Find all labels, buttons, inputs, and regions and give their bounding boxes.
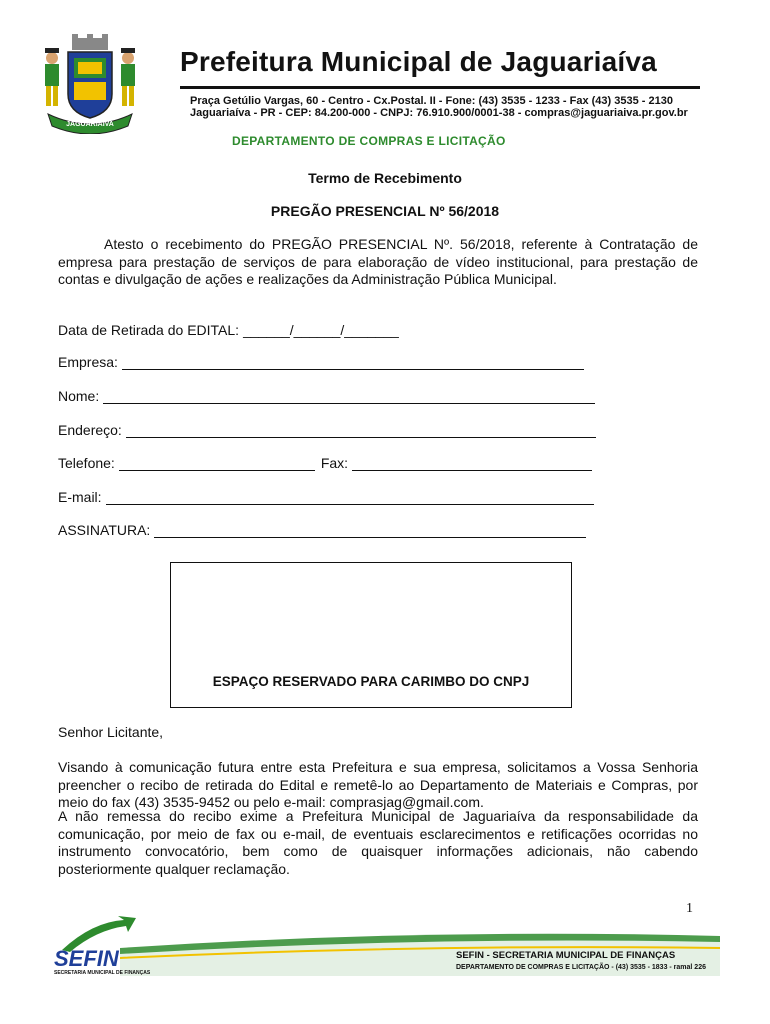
- signature-field: [58, 522, 586, 538]
- phone-blank-line: [119, 456, 315, 471]
- municipal-crest-icon: [34, 34, 146, 134]
- company-field: [58, 354, 584, 370]
- name-label: Nome:: [58, 388, 100, 404]
- document-subtitle: PREGÃO PRESENCIAL Nº 56/2018: [270, 203, 500, 219]
- fax-blank-line: [352, 456, 592, 471]
- phone-label: Telefone:: [58, 455, 115, 471]
- address-blank-line: [126, 423, 596, 438]
- withdrawal-date-blanks: ______/______/_______: [243, 322, 399, 338]
- intro-paragraph: Atesto o recebimento do PREGÃO PRESENCIAL Nº. 56/2018, referente à Contratação de empresa para prestação de serviços de para elaboração de vídeo institucional, para prestação de contas e divulgação de ações e realizações da Administração Pública Municipal.: [58, 236, 698, 287]
- email-blank-line: [106, 490, 594, 505]
- fax-label: Fax:: [320, 455, 349, 471]
- document-title: Termo de Recebimento: [308, 170, 462, 186]
- email-label: E-mail:: [58, 489, 102, 505]
- sefin-logo-subtext: SECRETARIA MUNICIPAL DE FINANÇAS: [54, 970, 151, 976]
- crest-ribbon-text: JAGUARIAIVA: [66, 121, 114, 128]
- company-label: Empresa:: [58, 354, 118, 370]
- instructions-paragraph: Visando à comunicação futura entre esta Prefeitura e sua empresa, solicitamos a Vossa Senhoria preencher o recibo de retirada do Edital e remetê-lo ao Departamento de Materiais e Compras, por meio do fax (43) 3535-9452 ou pelo e-mail: comprasjag@gmail.com.: [58, 759, 698, 810]
- cnpj-stamp-box: [170, 562, 572, 708]
- address-label: Endereço:: [58, 422, 122, 438]
- footer-title: SEFIN - SECRETARIA MUNICIPAL DE FINANÇAS: [456, 950, 676, 961]
- salutation: Senhor Licitante,: [58, 724, 164, 740]
- page-number: 1: [686, 901, 693, 916]
- signature-label: ASSINATURA:: [58, 522, 151, 538]
- sefin-logo-text: SEFIN: [54, 946, 119, 971]
- header-address-line-2: Jaguariaíva - PR - CEP: 84.200-000 - CNPJ: 76.910.900/0001-38 - compras@jaguariaiva.pr.gov.br: [190, 107, 688, 119]
- phone-fax-field: [58, 455, 592, 471]
- footer-subtitle: DEPARTAMENTO DE COMPRAS E LICITAÇÃO - (43) 3535 - 1833 - ramal 226: [456, 964, 706, 971]
- withdrawal-date-label: Data de Retirada do EDITAL:: [58, 322, 240, 338]
- header-divider: [180, 86, 700, 89]
- signature-blank-line: [154, 523, 586, 538]
- cnpj-stamp-label: ESPAÇO RESERVADO PARA CARIMBO DO CNPJ: [212, 674, 530, 689]
- name-field: [58, 388, 595, 404]
- email-field: [58, 489, 594, 505]
- address-field: [58, 422, 596, 438]
- name-blank-line: [103, 389, 595, 404]
- withdrawal-date-field: [58, 322, 399, 338]
- header-title: Prefeitura Municipal de Jaguariaíva: [180, 46, 657, 77]
- disclaimer-paragraph: A não remessa do recibo exime a Prefeitura Municipal de Jaguariaíva da responsabilidade da comunicação, por meio de fax ou e-mail, de eventuais esclarecimentos e retificações ocorridas no instrumento convocatório, bem como de quaisquer informações adicionais, não cabendo posteriormente qualquer reclamação.: [58, 808, 698, 877]
- header-department: DEPARTAMENTO DE COMPRAS E LICITAÇÃO: [232, 134, 506, 148]
- header-address-line-1: Praça Getúlio Vargas, 60 - Centro - Cx.Postal. II - Fone: (43) 3535 - 1233 - Fax (43) 3535 - 2130: [190, 95, 673, 107]
- company-blank-line: [122, 355, 584, 370]
